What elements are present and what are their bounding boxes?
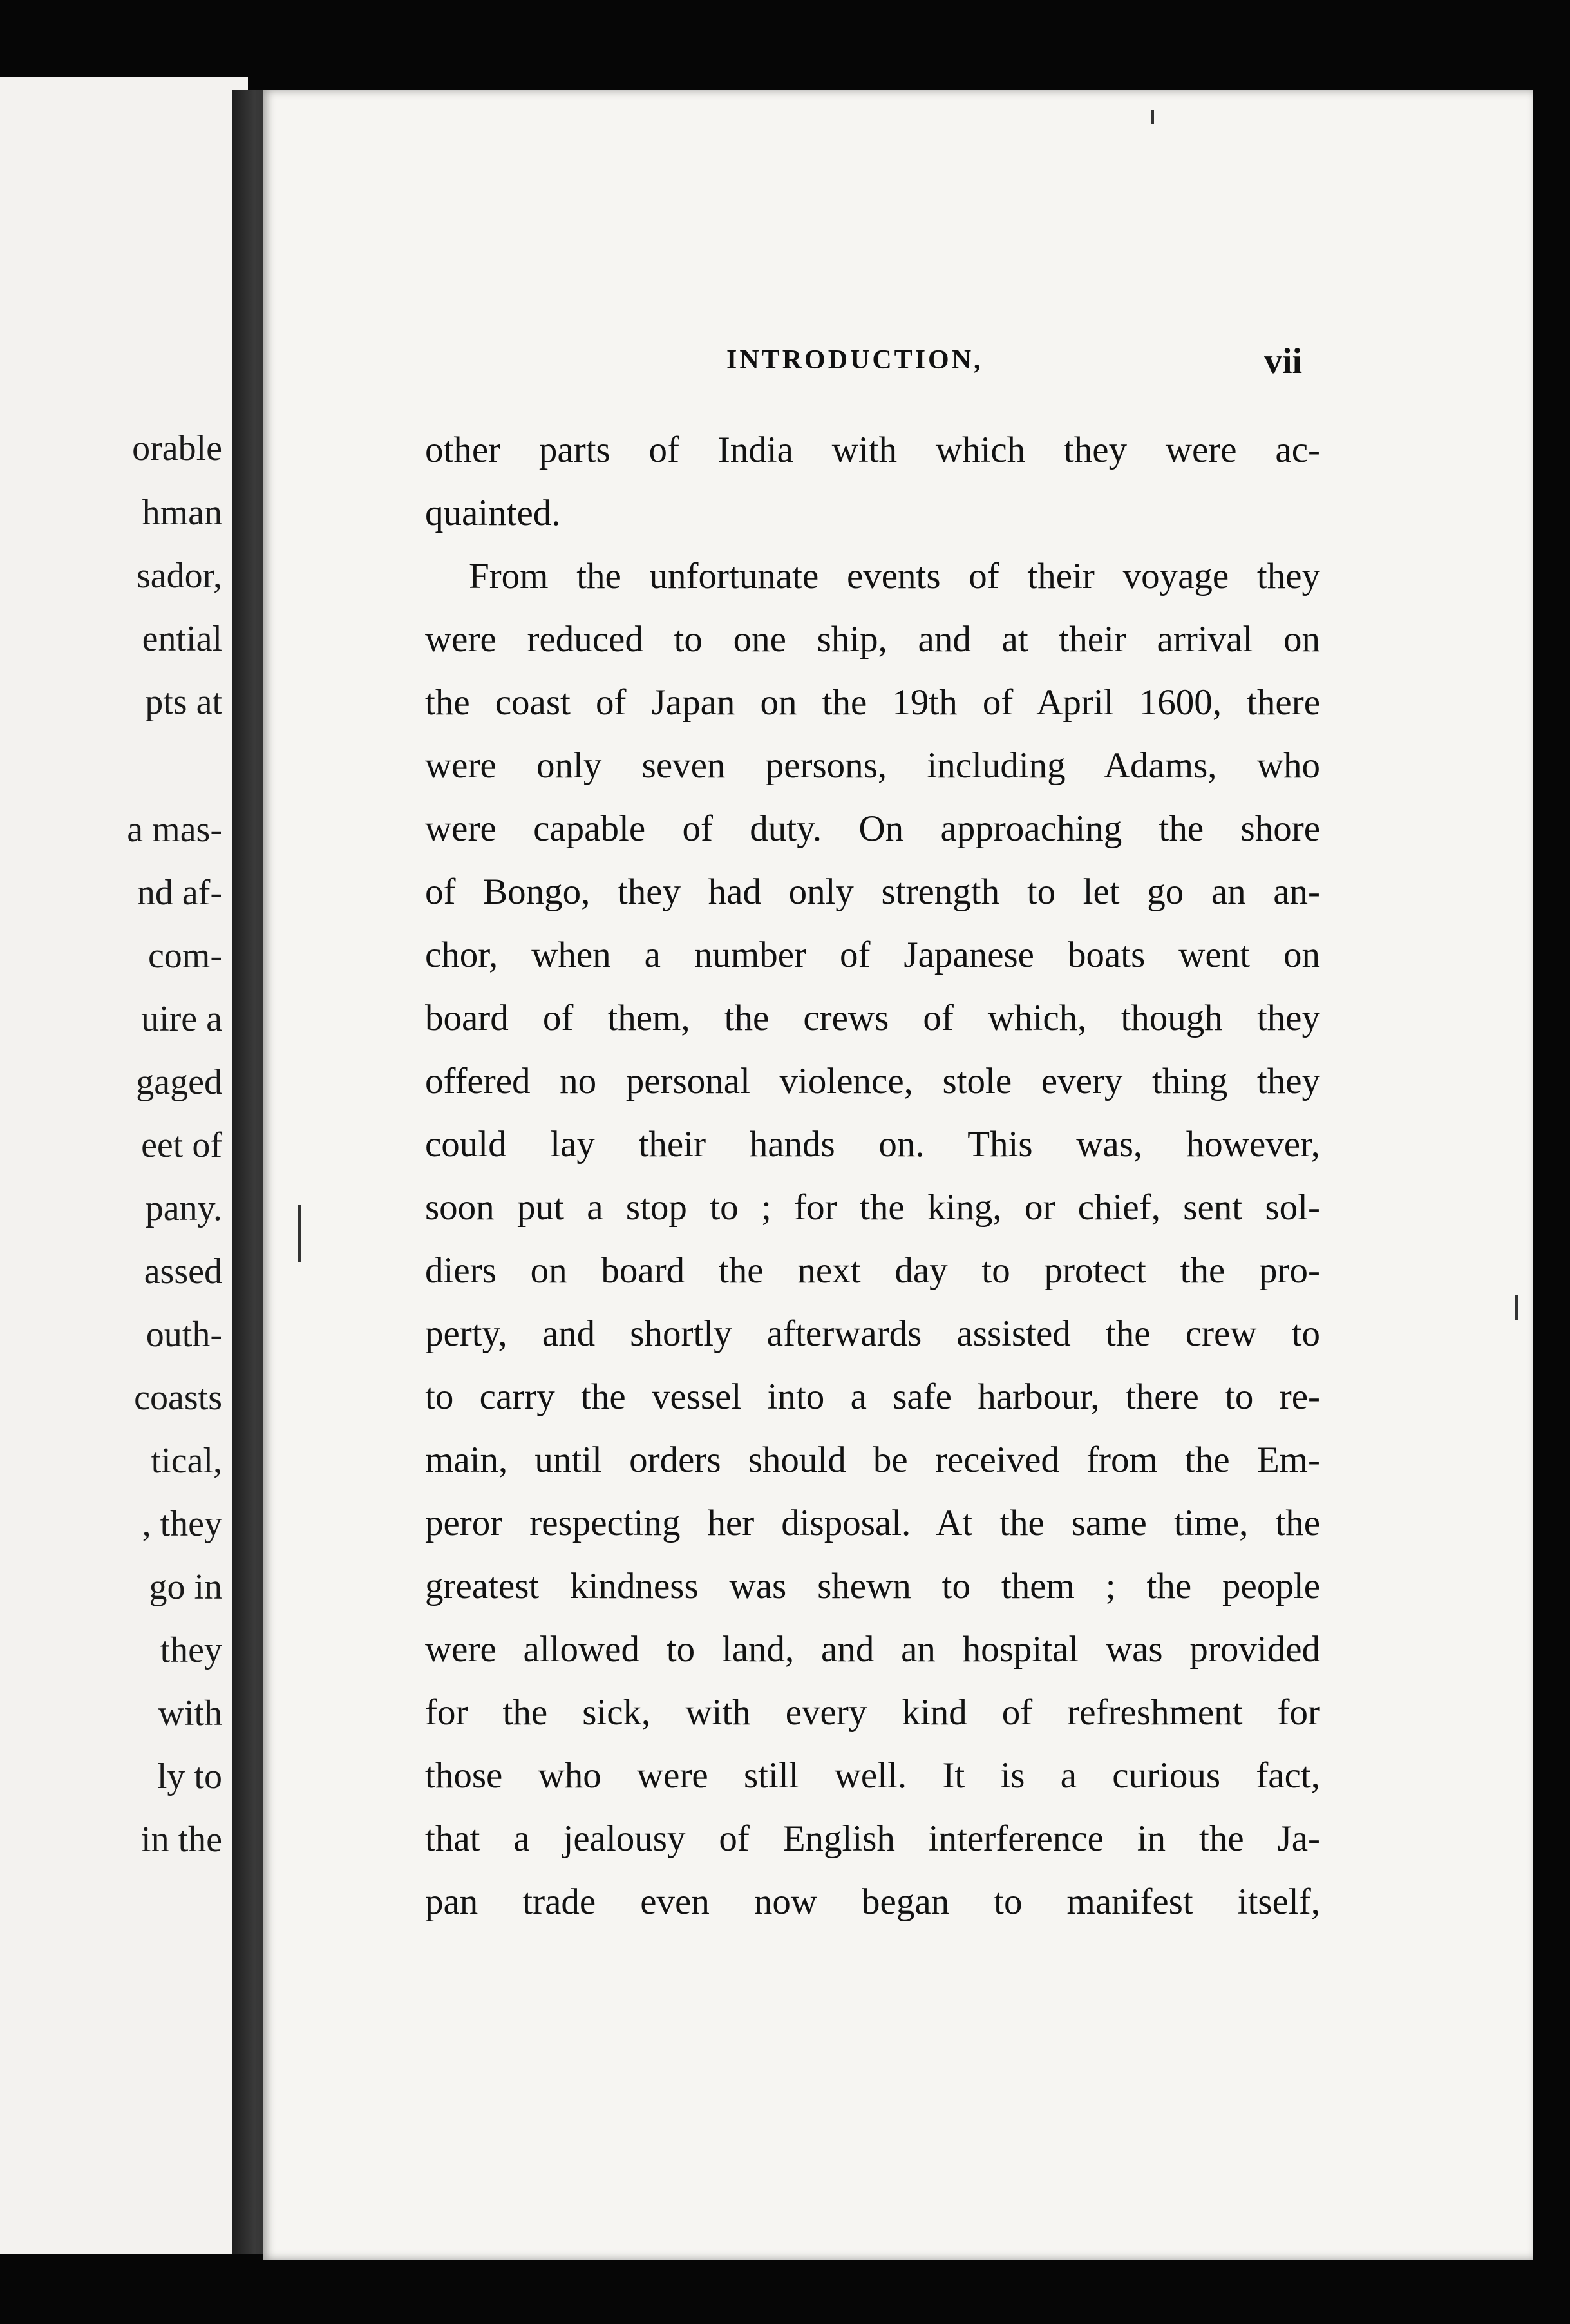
text-line: peror respecting her disposal. At the same time, the — [425, 1503, 1320, 1543]
text-line: perty, and shortly afterwards assisted the crew to — [425, 1313, 1320, 1354]
text-line: of Bongo, they had only strength to let go an an- — [425, 872, 1320, 912]
scan-mark — [298, 1205, 301, 1262]
left-page-line: coasts — [134, 1378, 222, 1418]
main-page — [263, 90, 1533, 2260]
text-line: were capable of duty. On approaching the shore — [425, 808, 1320, 849]
left-page-line: nd af- — [137, 873, 222, 913]
left-page-line: they — [160, 1630, 222, 1670]
left-page-line: pts at — [145, 682, 222, 722]
text-line: greatest kindness was shewn to them ; the people — [425, 1566, 1320, 1606]
scan-mark — [1515, 1295, 1518, 1320]
text-line: From the unfortunate events of their voyage they — [469, 556, 1320, 596]
left-page-line: gaged — [136, 1062, 222, 1102]
text-line: could lay their hands on. This was, however, — [425, 1124, 1320, 1165]
left-page-line: assed — [144, 1252, 222, 1291]
text-line: chor, when a number of Japanese boats went on — [425, 935, 1320, 975]
left-page-line: in the — [141, 1820, 222, 1860]
text-line: quainted. — [425, 493, 561, 533]
left-page-line: go in — [149, 1567, 222, 1607]
text-line: diers on board the next day to protect the pro- — [425, 1250, 1320, 1291]
left-page-line: ly to — [156, 1757, 222, 1796]
left-page-line: with — [158, 1693, 222, 1733]
left-page-line: ential — [142, 619, 222, 659]
left-page-line: com- — [147, 936, 222, 976]
running-head-title: INTRODUCTION, — [726, 345, 983, 375]
left-page — [0, 77, 248, 2254]
left-page-line: outh- — [146, 1315, 222, 1355]
left-page-line: pany. — [145, 1188, 222, 1228]
left-page-line: tical, — [151, 1441, 222, 1481]
running-head — [263, 341, 1533, 390]
text-line: to carry the vessel into a safe harbour, there to re- — [425, 1376, 1320, 1417]
left-page-line: sador, — [136, 556, 222, 596]
text-line: soon put a stop to ; for the king, or chief, sent sol- — [425, 1187, 1320, 1228]
text-line: offered no personal violence, stole every thing they — [425, 1061, 1320, 1101]
left-page-line: uire a — [141, 999, 222, 1039]
text-line: other parts of India with which they were ac- — [425, 430, 1320, 470]
left-page-line: , they — [142, 1504, 222, 1544]
left-page-line: hman — [142, 493, 222, 533]
left-page-line: orable — [132, 428, 222, 468]
text-line: board of them, the crews of which, though they — [425, 998, 1320, 1038]
text-line: the coast of Japan on the 19th of April 1600, there — [425, 682, 1320, 723]
text-line: main, until orders should be received from the Em- — [425, 1440, 1320, 1480]
body-text — [425, 419, 1320, 1934]
scan-mark — [1151, 110, 1154, 124]
left-page-line: a mas- — [127, 810, 222, 850]
text-line: were only seven persons, including Adams, who — [425, 745, 1320, 786]
text-line: for the sick, with every kind of refreshment for — [425, 1692, 1320, 1733]
text-line: were allowed to land, and an hospital was provided — [425, 1629, 1320, 1670]
left-page-text — [0, 77, 248, 2254]
text-line: were reduced to one ship, and at their arrival on — [425, 619, 1320, 660]
text-line: pan trade even now began to manifest itself, — [425, 1881, 1320, 1922]
page-number: vii — [1264, 341, 1303, 381]
left-page-line: eet of — [141, 1125, 222, 1165]
text-line: that a jealousy of English interference in the Ja- — [425, 1818, 1320, 1859]
text-line: those who were still well. It is a curious fact, — [425, 1755, 1320, 1796]
